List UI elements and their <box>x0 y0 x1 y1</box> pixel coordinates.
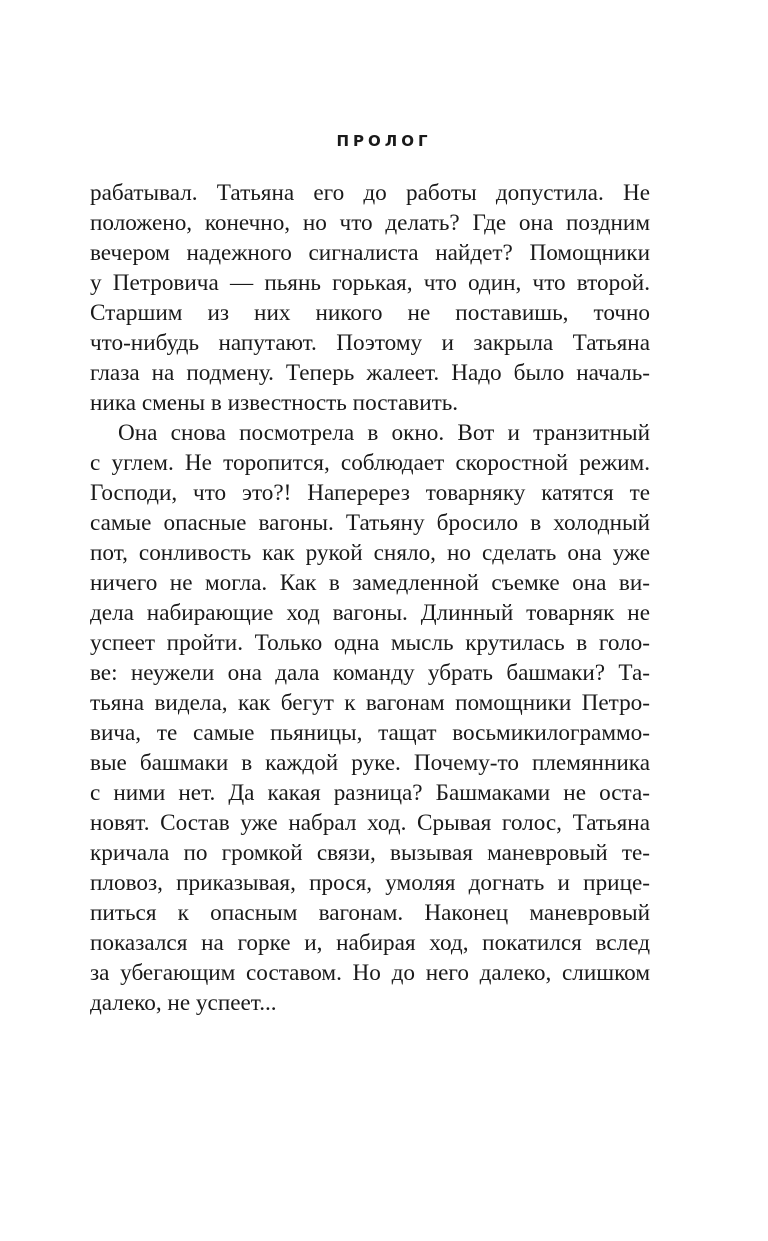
text-line: ве: неужели она дала команду убрать башмаки? Та- <box>90 660 650 686</box>
text-line: ника смены в известность поставить. <box>90 390 459 416</box>
text-line: с ними нет. Да какая разница? Башмаками не оста- <box>90 780 650 806</box>
text-line: Старшим из них никого не поставишь, точно <box>90 300 650 326</box>
text-line: положено, конечно, но что делать? Где она поздним <box>90 210 650 236</box>
text-line: пловоз, приказывая, прося, умоляя догнать и прице- <box>90 870 650 896</box>
text-line: кричала по громкой связи, вызывая маневровый те- <box>90 840 650 866</box>
text-line: у Петровича — пьянь горькая, что один, что второй. <box>90 270 650 296</box>
text-line: что-нибудь напутают. Поэтому и закрыла Татьяна <box>90 330 650 356</box>
text-line: с углем. Не торопится, соблюдает скоростной режим. <box>90 450 650 476</box>
text-line: питься к опасным вагонам. Наконец маневровый <box>90 900 650 926</box>
text-line: успеет пройти. Только одна мысль крутилась в голо- <box>90 630 650 656</box>
text-line: Господи, что это?! Наперерез товарняку катятся те <box>90 480 650 506</box>
text-line: показался на горке и, набирая ход, покатился вслед <box>90 930 650 956</box>
text-line: новят. Состав уже набрал ход. Срывая голос, Татьяна <box>90 810 650 836</box>
running-header: ПРОЛОГ <box>336 132 432 150</box>
text-line: далеко, не успеет... <box>90 990 277 1016</box>
body-text <box>90 178 650 1018</box>
text-line: за убегающим составом. Но до него далеко, слишком <box>90 960 650 986</box>
text-line: тьяна видела, как бегут к вагонам помощники Петро- <box>90 690 650 716</box>
text-line: дела набирающие ход вагоны. Длинный товарняк не <box>90 600 650 626</box>
text-line: вечером надежного сигналиста найдет? Помощники <box>90 240 650 266</box>
paragraph <box>90 418 650 1018</box>
text-line: вича, те самые пьяницы, тащат восьмикилограммо- <box>90 720 650 746</box>
text-line: Она снова посмотрела в окно. Вот и транзитный <box>118 420 650 446</box>
text-line: глаза на подмену. Теперь жалеет. Надо было началь- <box>90 360 650 386</box>
text-line: рабатывал. Татьяна его до работы допустила. Не <box>90 180 650 206</box>
text-line: пот, сонливость как рукой сняло, но сделать она уже <box>90 540 650 566</box>
text-line: самые опасные вагоны. Татьяну бросило в холодный <box>90 510 650 536</box>
text-line: вые башмаки в каждой руке. Почему-то племянника <box>90 750 650 776</box>
text-line: ничего не могла. Как в замедленной съемке она ви- <box>90 570 650 596</box>
paragraph <box>90 178 650 418</box>
